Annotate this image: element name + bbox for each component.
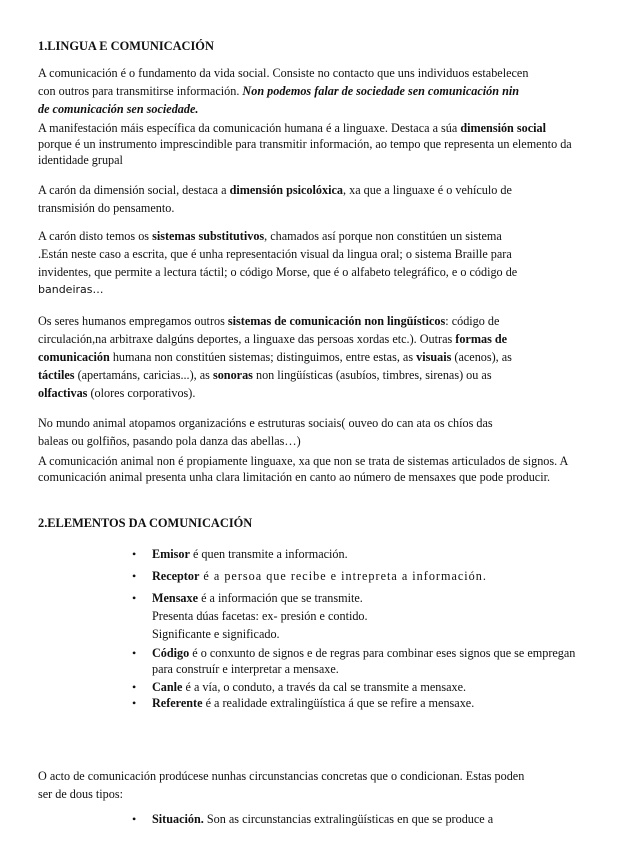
section-1-heading: 1.LINGUA E COMUNICACIÓN [38,39,214,53]
p6-line-2: baleas ou golfiños, pasando pola danza das abellas…) [38,434,301,448]
p8-line-1: O acto de comunicación prodúcese nunhas circunstancias concretas que o condicionan. Estas poden [38,769,525,783]
paragraph-animal-communication [38,453,623,485]
bullet: • [132,680,137,694]
p5-line-1 [38,312,623,330]
p2-line-1 [38,120,623,136]
text-receptor: é a persoa que recibe e intrepreta a información. [199,569,487,583]
p5-line-1-text-a: Os seres humanos empregamos outros [38,314,228,328]
p5-term-olfactory: olfactivas [38,386,88,400]
paragraph-society [38,64,623,118]
bullet: • [132,547,137,561]
term-receptor: Receptor [152,569,200,583]
p5-line-5 [38,384,623,402]
list-item-situacion [132,810,622,828]
list-item-referente [132,695,622,711]
p2-line-2: porque é un instrumento imprescindible para transmitir información, ao tempo que representa un elemento da [38,137,572,151]
text-emisor: é quen transmite a información. [189,547,348,561]
section-2-heading: 2.ELEMENTOS DA COMUNICACIÓN [38,516,253,530]
list-item-mensaxe [132,589,622,643]
p4-line-1-text-a: A carón disto temos os [38,229,153,243]
list-item-codigo [132,645,622,677]
p1-emphasis: Non podemos falar de sociedade sen comunicación nin [242,84,520,98]
term-mensaxe: Mensaxe [152,591,199,605]
p6-line-1: No mundo animal atopamos organizacións e estruturas sociais( ouveo do can ata os chíos das [38,416,493,430]
text-codigo-2: para construír e interpretar a mensaxe. [152,662,339,676]
bullet: • [132,696,137,710]
p5-line-5-text-b: (olores corporativos). [87,386,196,400]
p3-line-1-text-c: , xa que a linguaxe é o vehículo de [343,183,512,197]
paragraph-substitutive [38,227,623,299]
elements-list [132,545,622,711]
p1-line-1: A comunicación é o fundamento da vida social. Consiste no contacto que uns individuos estabelecen [38,66,529,80]
p4-term-substitutive: sistemas substitutivos [152,229,265,243]
text-mensaxe: é a información que se transmite. [198,591,363,605]
paragraph-circumstances [38,767,623,803]
bullet: • [132,646,137,660]
text-codigo: é o conxunto de signos e de regras para combinar eses signos que se empregan [189,646,576,660]
term-emisor: Emisor [152,547,190,561]
list-item-emisor [132,545,622,563]
p5-line-3 [38,348,623,366]
p2-line-3: identidade grupal [38,153,123,167]
p5-term-forms: formas de [455,332,508,346]
p5-line-2-text: circulación,na arbitraxe dalgúns deportes, a linguaxe das persoas xordas etc.). Outras [38,332,456,346]
text-referente: é a realidade extralingüística á que se refire a mensaxe. [202,696,475,710]
p5-term-visual: visuais [416,350,452,364]
p4-line-4: bandeiras… [38,283,104,296]
p5-term-sound: sonoras [212,368,253,382]
p4-line-1-text-c: , chamados así porque non constitúen un sistema [264,229,502,243]
bullet: • [132,812,137,826]
p4-line-1 [38,227,623,245]
term-referente: Referente [152,696,203,710]
text-situacion: Son as circunstancias extralingüísticas en que se produce a [203,812,494,826]
p3-line-1-text-a: A carón da dimensión social, destaca a [38,183,230,197]
term-codigo: Código [152,646,190,660]
p1-line-3: de comunicación sen sociedade. [38,102,199,116]
p5-term-tactile: táctiles [38,368,75,382]
p5-term-non-linguistic: sistemas de comunicación non lingüísticos [227,314,446,328]
bullet: • [132,569,137,583]
p2-line-1-text: A manifestación máis específica da comunicación humana é a linguaxe. Destaca a súa [38,121,461,135]
term-situacion: Situación. [152,812,204,826]
text-mensaxe-signifier: Significante e significado. [152,627,280,641]
p4-line-2: .Están neste caso a escrita, que é unha representación visual da lingua oral; o sistema Braille para [38,247,512,261]
paragraph-non-linguistic [38,312,623,402]
paragraph-psychological [38,181,623,217]
p5-line-4-text-d: non lingüísticas (asubíos, timbres, sirenas) ou as [252,368,492,382]
p5-line-1-text-c: : código de [445,314,500,328]
p1-line-2 [38,82,623,100]
p5-line-4-text-b: (apertamáns, caricias...), as [74,368,213,382]
p5-line-4 [38,366,623,384]
p4-line-3: invidentes, que permite a lectura táctil; o código Morse, que é o alfabeto telegráfico, e o código de [38,265,518,279]
paragraph-social-dimension [38,120,623,168]
p7-line-2: comunicación animal presenta unha clara limitación en canto ao número de mensaxes que pode producir. [38,470,551,484]
p5-line-3-text-d: (acenos), as [451,350,512,364]
list-item-receptor [132,567,622,585]
text-mensaxe-facets: Presenta dúas facetas: ex- presión e contido. [152,609,368,623]
p5-term-communication: comunicación [38,350,110,364]
p7-line-1: A comunicación animal non é propiamente linguaxe, xa que non se trata de sistemas articulados de signos. A [38,454,569,468]
term-canle: Canle [152,680,183,694]
p5-line-3-text-b: humana non constitúen sistemas; distinguimos, entre estas, as [109,350,417,364]
p1-line-2-text: con outros para transmitirse información. [38,84,243,98]
p8-line-2: ser de dous tipos: [38,787,123,801]
paragraph-animal-world [38,414,623,450]
p3-term-psych: dimensión psicolóxica [229,183,343,197]
bullet: • [132,591,137,605]
circumstances-list [132,810,622,828]
text-canle: é a vía, o conduto, a través da cal se transmite a mensaxe. [182,680,467,694]
p3-line-1 [38,181,623,199]
list-item-canle [132,679,622,695]
p5-line-2 [38,330,623,348]
p3-line-2: transmisión do pensamento. [38,201,175,215]
p2-term-social: dimensión social [460,121,546,135]
